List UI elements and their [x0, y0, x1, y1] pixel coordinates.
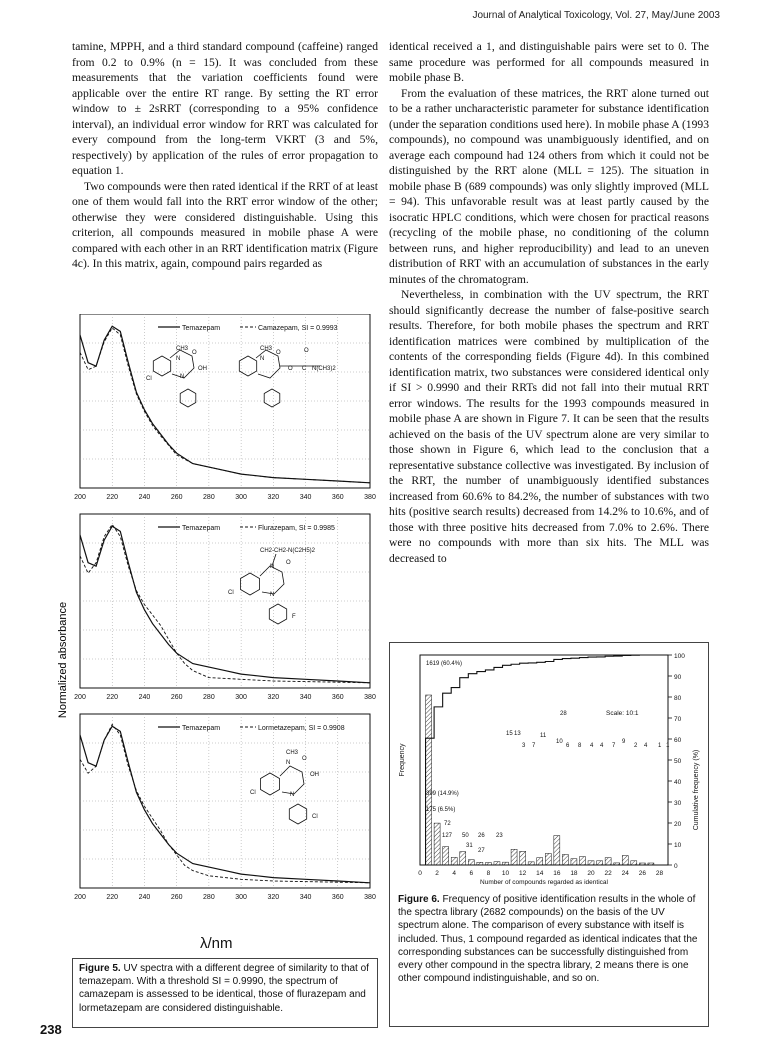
- data-annotation: 23: [496, 833, 503, 839]
- y2-axis-title: Cumulative frequency (%): [693, 749, 700, 831]
- x-tick-label: 320: [267, 894, 280, 901]
- paragraph: tamine, MPPH, and a third standard compound (caffeine) ranged from 0.2 to 0.9% (n = 15). It was concluded from these measurements that the variation coefficients found were applicable over the entire RT range. By setting the RT error window to ± 2sRRT (corresponding to a 95% confidence interval), an individual error window for RRT was calculated for every compound from the long-term VKRT (3 and 5%, respectively) by application of the rules of error propagation to equation 1.: [72, 40, 378, 177]
- x-tick-label: 240: [138, 894, 151, 901]
- data-annotation: 3: [522, 743, 526, 749]
- temazepam-spectrum: [80, 726, 370, 883]
- right-column: [389, 39, 709, 566]
- data-annotation: 1: [666, 743, 670, 749]
- x-tick-label: 220: [106, 694, 119, 701]
- atom-label: F: [292, 614, 296, 620]
- ring: [289, 804, 306, 824]
- data-annotation: 4: [590, 743, 594, 749]
- atom-label: O: [192, 350, 197, 356]
- figure6-chart: [390, 643, 708, 893]
- data-annotation: 10: [556, 739, 563, 745]
- bar: [485, 863, 491, 865]
- legend-solid-label: Temazepam: [182, 525, 221, 532]
- bar: [494, 862, 500, 865]
- x-tick-label: 220: [106, 894, 119, 901]
- x-tick-label: 14: [536, 870, 544, 877]
- y2-tick-label: 100: [674, 653, 685, 660]
- y2-tick-label: 50: [674, 758, 682, 765]
- bar: [451, 857, 457, 865]
- legend-solid-label: Temazepam: [182, 325, 221, 332]
- figure6-box: [389, 642, 709, 1027]
- figure5-caption-text: UV spectra with a different degree of similarity to that of temazepam. With a threshold SI = 0.9990, the spectrum of camazepam is assessed to be identical, those of flurazepam and lormetazepam are considered distinguishable.: [79, 963, 369, 1014]
- data-annotation: 72: [444, 821, 451, 827]
- x-tick-label: 280: [203, 494, 215, 501]
- x-tick-label: 2: [435, 870, 439, 877]
- comparison-spectrum: [80, 328, 370, 483]
- data-annotation: 6: [566, 743, 570, 749]
- x-tick-label: 380: [364, 494, 376, 501]
- figure5-panel: [74, 714, 376, 901]
- data-annotation: 11: [540, 733, 547, 739]
- x-tick-label: 8: [486, 870, 491, 877]
- data-annotation: 1: [658, 743, 662, 749]
- data-annotation: 26: [478, 833, 485, 839]
- y-axis-title: Frequency: [399, 743, 406, 777]
- data-annotation: 8: [578, 743, 582, 749]
- legend-dashed-label: Camazepam, SI = 0.9993: [258, 325, 338, 332]
- bar: [579, 857, 585, 865]
- bar: [631, 861, 637, 865]
- bar: [443, 847, 449, 865]
- running-header: Journal of Analytical Toxicology, Vol. 27, May/June 2003: [472, 10, 720, 21]
- y2-tick-label: 10: [674, 842, 682, 849]
- y2-tick-label: 80: [674, 695, 682, 702]
- structure-sketch: [261, 766, 307, 824]
- bar: [511, 849, 517, 865]
- figure5: [72, 314, 378, 939]
- figure6-caption: [398, 893, 700, 985]
- atom-label: N(CH3)2: [312, 366, 336, 372]
- bar: [468, 860, 474, 865]
- data-annotation: 4: [644, 743, 648, 749]
- bar: [426, 695, 432, 865]
- bar: [571, 859, 577, 865]
- bar: [460, 852, 466, 865]
- y2-tick-label: 0: [674, 863, 678, 870]
- atom-label: Cl: [228, 590, 234, 596]
- y2-tick-label: 60: [674, 737, 682, 744]
- data-annotation: 27: [478, 848, 485, 854]
- x-tick-label: 6: [469, 870, 474, 877]
- x-tick-label: 22: [604, 870, 612, 877]
- x-tick-label: 24: [621, 870, 629, 877]
- bar: [545, 853, 551, 865]
- ring: [260, 566, 284, 594]
- ring: [153, 356, 170, 376]
- x-tick-label: 0: [418, 870, 422, 877]
- ring: [280, 766, 304, 794]
- x-tick-label: 280: [203, 894, 215, 901]
- atom-label: OH: [198, 366, 207, 372]
- x-tick-label: 20: [587, 870, 595, 877]
- bar: [520, 851, 526, 865]
- y2-tick-label: 70: [674, 716, 682, 723]
- x-tick-label: 300: [235, 694, 247, 701]
- data-annotation: 13: [514, 731, 521, 737]
- structure-sketch: [241, 554, 287, 624]
- atom-label: Cl: [312, 814, 318, 820]
- x-tick-label: 300: [235, 894, 247, 901]
- figure6-caption-text: Frequency of positive identification results in the whole of the spectra library (2682 compounds) on the basis of the UV spectrum alone. The comparison of every substance with itself is included. Thus, 1 compound regarded as identical indicates that the corresponding substances can be successfully distinguished from every other compound in the spectra library, 2 means there is one other compound indistinguishable, and so on.: [398, 894, 698, 985]
- y2-tick-label: 90: [674, 674, 682, 681]
- data-annotation: 399 (14.9%): [426, 791, 459, 797]
- paragraph: From the evaluation of these matrices, the RRT alone turned out to be a rather uncharacteristic parameter for substance identification (under the separation conditions used here). In mobile phase A (1993 compounds), no compound was unambiguously identified, and on average each compound had 124 others from which it could not be distinguished by the RRT alone (MLL = 125). The situation in mobile phase B (689 compounds) was only slightly improved (MLL = 94). This unfavorable result was at least partly caused by the isocratic HPLC conditions, which were chosen for practical reasons (recycling of the mobile phase, no conditioning of the column between runs, and higher reproducibility) and lead to an uneven distribution of RRT with an accumulation of substances in the early minutes of the chromatogram.: [389, 86, 709, 286]
- atom-label: CH2-CH2-N(C2H5)2: [260, 548, 316, 554]
- ring: [269, 604, 286, 624]
- figure5-panel: [74, 514, 376, 701]
- bar: [622, 856, 628, 865]
- data-annotation: 4: [600, 743, 604, 749]
- atom-label: CH3: [176, 346, 189, 352]
- x-tick-label: 260: [170, 694, 183, 701]
- figure6-caption-label: Figure 6.: [398, 894, 440, 905]
- legend-dashed-label: Flurazepam, SI = 0.9985: [258, 525, 335, 532]
- paragraph: Two compounds were then rated identical if the RRT of at least one of them would fall into the RRT error window of the other; otherwise they were considered distinguishable. Using this criterion, all compounds measured in mobile phase A were compared with each other in an RRT identification matrix (Figure 4c). In this matrix, again, compound pairs regarded as: [72, 179, 378, 270]
- paragraph: identical received a 1, and distinguishable pairs were set to 0. The same procedure was performed for all compounds measured in mobile phase B.: [389, 40, 709, 84]
- ring: [264, 389, 280, 407]
- temazepam-spectrum: [80, 326, 370, 483]
- bar: [562, 855, 568, 866]
- bar: [605, 858, 611, 865]
- figure5-caption-label: Figure 5.: [79, 963, 121, 974]
- cumulative-line: [420, 655, 668, 865]
- x-tick-label: 200: [74, 894, 86, 901]
- x-tick-label: 200: [74, 494, 86, 501]
- y2-tick-label: 40: [674, 779, 682, 786]
- x-tick-label: 340: [299, 894, 312, 901]
- figure5-x-axis-label: λ/nm: [200, 935, 233, 952]
- atom-label: CH3: [260, 346, 273, 352]
- x-tick-label: 18: [570, 870, 578, 877]
- paragraph: Nevertheless, in combination with the UV spectrum, the RRT should significantly decrease the number of false-positive search results. Therefore, for both mobile phases the spectrum and RRT identification matrices were combined by multiplication of the contents of the corresponding fields (Figure 4d). In this combined identification matrix, two substances were considered identical only if SI > 0.9990 and their RRTs did not fall into their mutual RRT error windows. The results for the 1993 compounds measured in mobile phase A are shown in Figure 7. It can be seen that the results achieved on the basis of the UV spectrum alone are very similar to those shown in Figure 6, which lead to the conclusion that a representative substance collective was investigated. By inclusion of the RRT, the number of unambiguously identified substances increased from 60.6% to 84.2%, the number of substances with two hits (positive search results) decreased from 14.2% to 10.6%, and of those with three positive hits decreased from 7.0% to 2.6%. There were no compounds with more than six hits. The MLL was decreased to: [389, 288, 709, 565]
- atom-label: N: [270, 592, 275, 598]
- ring: [180, 389, 196, 407]
- bar: [537, 858, 543, 865]
- data-annotation: 2: [634, 743, 638, 749]
- atom-label: N: [270, 564, 275, 570]
- data-annotation: 7: [612, 743, 616, 749]
- bar: [588, 861, 594, 865]
- bar: [528, 862, 534, 865]
- data-annotation: 31: [466, 843, 473, 849]
- bar: [614, 863, 620, 865]
- figure5-spectra: [72, 314, 378, 934]
- x-tick-label: 4: [452, 870, 457, 877]
- x-tick-label: 240: [138, 694, 151, 701]
- figure5-caption-box: [72, 958, 378, 1028]
- x-tick-label: 280: [203, 694, 215, 701]
- legend-dashed-label: Lormetazepam, SI = 0.9908: [258, 725, 345, 732]
- atom-label: N: [286, 760, 291, 766]
- data-annotation: 28: [560, 711, 567, 717]
- atom-label: O: [304, 348, 309, 354]
- data-annotation: 1619 (60.4%): [426, 661, 463, 667]
- x-tick-label: 260: [170, 894, 183, 901]
- x-tick-label: 10: [501, 870, 510, 877]
- data-annotation: 127: [442, 833, 453, 839]
- figure5-y-axis-label: [52, 560, 72, 760]
- x-tick-label: 12: [519, 870, 527, 877]
- ring: [239, 356, 256, 376]
- x-tick-label: 200: [74, 694, 86, 701]
- atom-label: N: [290, 792, 295, 798]
- bar: [477, 862, 483, 865]
- ring: [241, 573, 260, 595]
- x-tick-label: 240: [138, 494, 151, 501]
- x-axis-title: Number of compounds regarded as identical: [480, 879, 608, 886]
- atom-label: O: [286, 560, 291, 566]
- x-tick-label: 26: [638, 870, 646, 877]
- svg-text:Normalized absorbance: Normalized absorbance: [57, 601, 69, 719]
- figure5-caption: [79, 962, 371, 1015]
- bar: [648, 863, 654, 865]
- atom-label: Cl: [250, 790, 256, 796]
- ring: [261, 773, 280, 795]
- atom-label: O: [302, 756, 307, 762]
- bar: [639, 863, 645, 865]
- x-tick-label: 260: [170, 494, 183, 501]
- data-annotation: 175 (6.5%): [426, 807, 456, 813]
- atom-label: O: [288, 366, 293, 372]
- x-tick-label: 16: [553, 870, 561, 877]
- y2-tick-label: 20: [674, 821, 682, 828]
- x-tick-label: 360: [331, 694, 344, 701]
- atom-label: OH: [310, 772, 319, 778]
- atom-label: N: [260, 356, 265, 362]
- x-tick-label: 340: [299, 694, 312, 701]
- x-tick-label: 300: [235, 494, 247, 501]
- legend-solid-label: Temazepam: [182, 725, 221, 732]
- x-tick-label: 28: [655, 870, 664, 877]
- bar: [503, 862, 509, 865]
- atom-label: Cl: [146, 376, 152, 382]
- page-number: 238: [40, 1022, 62, 1037]
- x-tick-label: 340: [299, 494, 312, 501]
- x-tick-label: 380: [364, 694, 376, 701]
- atom-label: O: [276, 350, 281, 356]
- data-annotation: 9: [622, 739, 626, 745]
- data-annotation: 7: [532, 743, 536, 749]
- left-column: [72, 39, 378, 272]
- x-tick-label: 360: [331, 494, 344, 501]
- atom-label: N: [176, 356, 181, 362]
- atom-label: CH3: [286, 750, 299, 756]
- x-tick-label: 380: [364, 894, 376, 901]
- chart-frame: [420, 655, 668, 865]
- atom-label: C: [302, 366, 307, 372]
- x-tick-label: 320: [267, 694, 280, 701]
- atom-label: N: [180, 374, 185, 380]
- bar: [554, 836, 560, 865]
- data-annotation: 50: [462, 833, 469, 839]
- x-tick-label: 360: [331, 894, 344, 901]
- y2-tick-label: 30: [674, 800, 682, 807]
- bar: [597, 861, 603, 865]
- data-annotation: 15: [506, 731, 513, 737]
- x-tick-label: 220: [106, 494, 119, 501]
- scale-label: Scale: 10:1: [606, 710, 639, 717]
- x-tick-label: 320: [267, 494, 280, 501]
- bar: [434, 823, 440, 865]
- figure5-panel: [74, 314, 376, 501]
